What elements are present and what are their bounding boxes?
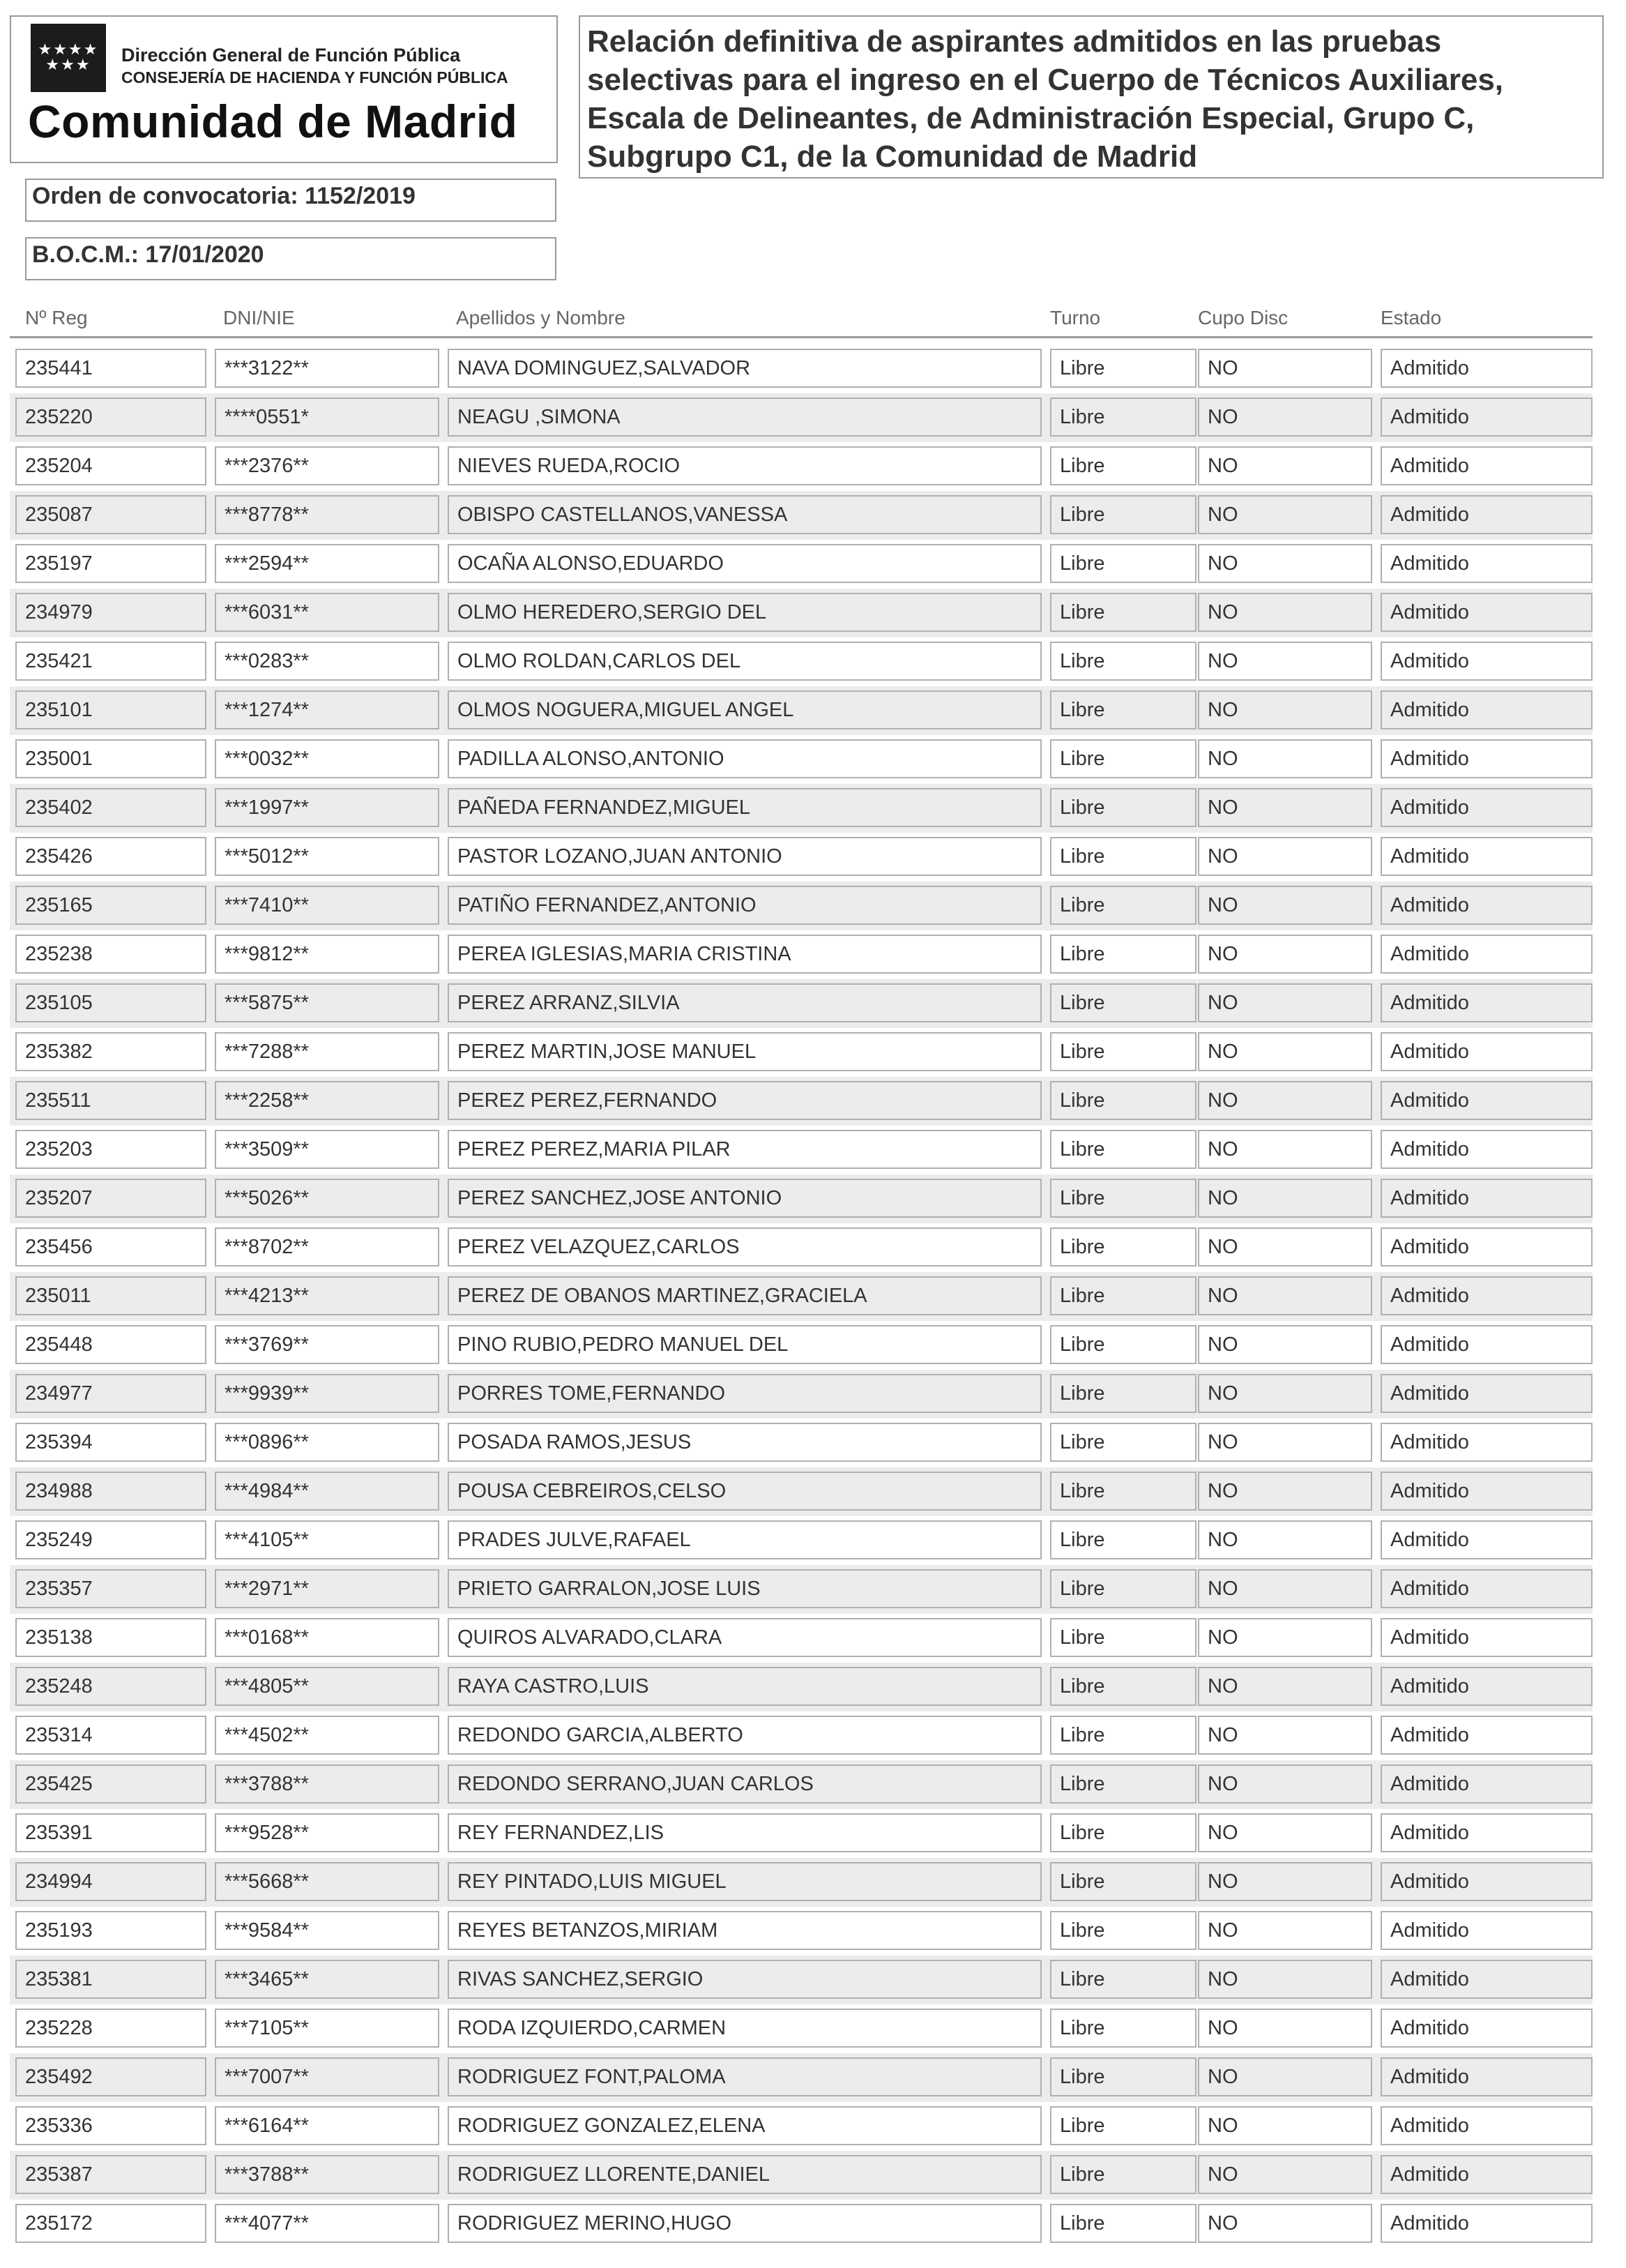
cell-turno: Libre bbox=[1050, 2106, 1196, 2145]
cell-reg: 235197 bbox=[15, 544, 206, 583]
cell-dni: ***2376** bbox=[215, 446, 439, 485]
table-row bbox=[10, 1419, 1593, 1467]
agency-name: Dirección General de Función Pública bbox=[121, 45, 461, 66]
cell-name: OLMO HEREDERO,SERGIO DEL bbox=[448, 593, 1042, 632]
table-row bbox=[10, 1467, 1593, 1516]
cell-reg: 235382 bbox=[15, 1032, 206, 1071]
cell-dni: ***5026** bbox=[215, 1179, 439, 1218]
cell-cupo: NO bbox=[1198, 593, 1372, 632]
cell-estado: Admitido bbox=[1381, 349, 1593, 388]
cell-turno: Libre bbox=[1050, 983, 1196, 1022]
cell-reg: 235172 bbox=[15, 2204, 206, 2243]
cell-name: PEREZ VELAZQUEZ,CARLOS bbox=[448, 1227, 1042, 1267]
cell-estado: Admitido bbox=[1381, 739, 1593, 778]
cell-cupo: NO bbox=[1198, 446, 1372, 485]
cell-dni: ***0032** bbox=[215, 739, 439, 778]
cell-estado: Admitido bbox=[1381, 1032, 1593, 1071]
table-row bbox=[10, 930, 1593, 979]
cell-dni: ***0283** bbox=[215, 642, 439, 681]
cell-reg: 235425 bbox=[15, 1764, 206, 1804]
cell-turno: Libre bbox=[1050, 2204, 1196, 2243]
cell-turno: Libre bbox=[1050, 1667, 1196, 1706]
cell-estado: Admitido bbox=[1381, 1618, 1593, 1657]
table-row bbox=[10, 1272, 1593, 1321]
cell-reg: 235314 bbox=[15, 1716, 206, 1755]
cell-estado: Admitido bbox=[1381, 983, 1593, 1022]
cell-dni: ***6164** bbox=[215, 2106, 439, 2145]
cell-name: NAVA DOMINGUEZ,SALVADOR bbox=[448, 349, 1042, 388]
cell-estado: Admitido bbox=[1381, 1520, 1593, 1559]
cell-name: PORRES TOME,FERNANDO bbox=[448, 1374, 1042, 1413]
cell-turno: Libre bbox=[1050, 2009, 1196, 2048]
cell-cupo: NO bbox=[1198, 2009, 1372, 2048]
table-row bbox=[10, 735, 1593, 784]
cell-estado: Admitido bbox=[1381, 398, 1593, 437]
cell-reg: 235248 bbox=[15, 1667, 206, 1706]
cell-cupo: NO bbox=[1198, 1862, 1372, 1901]
cell-cupo: NO bbox=[1198, 1179, 1372, 1218]
cell-reg: 235249 bbox=[15, 1520, 206, 1559]
bocm-date: B.O.C.M.: 17/01/2020 bbox=[25, 237, 556, 280]
cell-reg: 235394 bbox=[15, 1423, 206, 1462]
cell-reg: 235357 bbox=[15, 1569, 206, 1608]
cell-dni: ***6031** bbox=[215, 593, 439, 632]
cell-cupo: NO bbox=[1198, 837, 1372, 876]
table-row bbox=[10, 393, 1593, 442]
cell-name: REY FERNANDEZ,LIS bbox=[448, 1813, 1042, 1852]
cell-cupo: NO bbox=[1198, 1960, 1372, 1999]
cell-turno: Libre bbox=[1050, 446, 1196, 485]
cell-cupo: NO bbox=[1198, 1130, 1372, 1169]
cell-cupo: NO bbox=[1198, 1716, 1372, 1755]
cell-reg: 235220 bbox=[15, 398, 206, 437]
cell-cupo: NO bbox=[1198, 642, 1372, 681]
cell-estado: Admitido bbox=[1381, 1569, 1593, 1608]
cell-cupo: NO bbox=[1198, 2204, 1372, 2243]
cell-reg: 235456 bbox=[15, 1227, 206, 1267]
cell-dni: ***2258** bbox=[215, 1081, 439, 1120]
cell-reg: 235105 bbox=[15, 983, 206, 1022]
cell-dni: ***4805** bbox=[215, 1667, 439, 1706]
cell-turno: Libre bbox=[1050, 1325, 1196, 1364]
cell-turno: Libre bbox=[1050, 1960, 1196, 1999]
column-header-dni: DNI/NIE bbox=[223, 307, 295, 328]
table-row bbox=[10, 2102, 1593, 2151]
column-header-reg: Nº Reg bbox=[25, 307, 88, 328]
cell-cupo: NO bbox=[1198, 1569, 1372, 1608]
cell-turno: Libre bbox=[1050, 2155, 1196, 2194]
cell-estado: Admitido bbox=[1381, 446, 1593, 485]
cell-turno: Libre bbox=[1050, 1130, 1196, 1169]
cell-reg: 235193 bbox=[15, 1911, 206, 1950]
cell-dni: ***5012** bbox=[215, 837, 439, 876]
madrid-flag-icon bbox=[31, 24, 106, 92]
cell-dni: ***4077** bbox=[215, 2204, 439, 2243]
cell-cupo: NO bbox=[1198, 1032, 1372, 1071]
table-row bbox=[10, 1321, 1593, 1370]
cell-estado: Admitido bbox=[1381, 886, 1593, 925]
cell-turno: Libre bbox=[1050, 1179, 1196, 1218]
cell-dni: ***4984** bbox=[215, 1472, 439, 1511]
cell-estado: Admitido bbox=[1381, 2106, 1593, 2145]
cell-turno: Libre bbox=[1050, 398, 1196, 437]
cell-cupo: NO bbox=[1198, 690, 1372, 729]
cell-turno: Libre bbox=[1050, 1764, 1196, 1804]
cell-dni: ***9528** bbox=[215, 1813, 439, 1852]
cell-dni: ***4105** bbox=[215, 1520, 439, 1559]
cell-dni: ***3122** bbox=[215, 349, 439, 388]
cell-name: REY PINTADO,LUIS MIGUEL bbox=[448, 1862, 1042, 1901]
document-title-box bbox=[579, 15, 1604, 179]
cell-estado: Admitido bbox=[1381, 642, 1593, 681]
table-row bbox=[10, 2200, 1593, 2248]
table-row bbox=[10, 1956, 1593, 2004]
cell-dni: ***7410** bbox=[215, 886, 439, 925]
cell-estado: Admitido bbox=[1381, 1081, 1593, 1120]
cell-dni: ***9939** bbox=[215, 1374, 439, 1413]
table-row bbox=[10, 540, 1593, 589]
cell-dni: ***7007** bbox=[215, 2057, 439, 2096]
cell-name: REDONDO GARCIA,ALBERTO bbox=[448, 1716, 1042, 1755]
cell-turno: Libre bbox=[1050, 1227, 1196, 1267]
cell-dni: ***3788** bbox=[215, 1764, 439, 1804]
cell-cupo: NO bbox=[1198, 1618, 1372, 1657]
cell-cupo: NO bbox=[1198, 1276, 1372, 1315]
cell-reg: 235138 bbox=[15, 1618, 206, 1657]
ministry-name: CONSEJERÍA DE HACIENDA Y FUNCIÓN PÚBLICA bbox=[121, 68, 508, 86]
table-row bbox=[10, 1711, 1593, 1760]
cell-cupo: NO bbox=[1198, 788, 1372, 827]
flag-stars-bottom: ★★★ bbox=[45, 56, 91, 74]
cell-name: PEREZ DE OBANOS MARTINEZ,GRACIELA bbox=[448, 1276, 1042, 1315]
cell-estado: Admitido bbox=[1381, 2057, 1593, 2096]
cell-name: POSADA RAMOS,JESUS bbox=[448, 1423, 1042, 1462]
cell-name: PEREZ MARTIN,JOSE MANUEL bbox=[448, 1032, 1042, 1071]
cell-reg: 234979 bbox=[15, 593, 206, 632]
cell-reg: 235204 bbox=[15, 446, 206, 485]
cell-cupo: NO bbox=[1198, 1813, 1372, 1852]
cell-cupo: NO bbox=[1198, 1227, 1372, 1267]
cell-cupo: NO bbox=[1198, 349, 1372, 388]
cell-turno: Libre bbox=[1050, 1813, 1196, 1852]
cell-estado: Admitido bbox=[1381, 1862, 1593, 1901]
cell-reg: 235001 bbox=[15, 739, 206, 778]
cell-dni: ***1274** bbox=[215, 690, 439, 729]
document-title bbox=[587, 22, 1595, 176]
cell-dni: ***3788** bbox=[215, 2155, 439, 2194]
cell-estado: Admitido bbox=[1381, 2009, 1593, 2048]
cell-name: RODA IZQUIERDO,CARMEN bbox=[448, 2009, 1042, 2048]
cell-name: PAÑEDA FERNANDEZ,MIGUEL bbox=[448, 788, 1042, 827]
table-row bbox=[10, 345, 1593, 393]
cell-turno: Libre bbox=[1050, 349, 1196, 388]
cell-estado: Admitido bbox=[1381, 935, 1593, 974]
cell-estado: Admitido bbox=[1381, 1423, 1593, 1462]
cell-dni: ***1997** bbox=[215, 788, 439, 827]
title-line: selectivas para el ingreso en el Cuerpo de Técnicos Auxiliares, bbox=[587, 63, 1504, 97]
table-row bbox=[10, 1223, 1593, 1272]
cell-estado: Admitido bbox=[1381, 690, 1593, 729]
table-row bbox=[10, 491, 1593, 540]
column-header-estado: Estado bbox=[1381, 307, 1442, 328]
title-line: Subgrupo C1, de la Comunidad de Madrid bbox=[587, 139, 1198, 174]
cell-dni: ***7288** bbox=[215, 1032, 439, 1071]
cell-reg: 234977 bbox=[15, 1374, 206, 1413]
cell-name: PRADES JULVE,RAFAEL bbox=[448, 1520, 1042, 1559]
cell-dni: ***4213** bbox=[215, 1276, 439, 1315]
cell-turno: Libre bbox=[1050, 495, 1196, 534]
table-row bbox=[10, 1614, 1593, 1663]
cell-cupo: NO bbox=[1198, 983, 1372, 1022]
cell-reg: 235402 bbox=[15, 788, 206, 827]
cell-cupo: NO bbox=[1198, 935, 1372, 974]
cell-reg: 235101 bbox=[15, 690, 206, 729]
cell-reg: 235203 bbox=[15, 1130, 206, 1169]
table-row bbox=[10, 2151, 1593, 2200]
table-row bbox=[10, 2053, 1593, 2102]
cell-turno: Libre bbox=[1050, 1911, 1196, 1950]
table-row bbox=[10, 686, 1593, 735]
cell-estado: Admitido bbox=[1381, 1764, 1593, 1804]
column-header-turno: Turno bbox=[1050, 307, 1101, 328]
cell-turno: Libre bbox=[1050, 739, 1196, 778]
cell-name: PEREZ ARRANZ,SILVIA bbox=[448, 983, 1042, 1022]
cell-name: RIVAS SANCHEZ,SERGIO bbox=[448, 1960, 1042, 1999]
cell-dni: ***9584** bbox=[215, 1911, 439, 1950]
table-row bbox=[10, 442, 1593, 491]
cell-turno: Libre bbox=[1050, 837, 1196, 876]
cell-turno: Libre bbox=[1050, 690, 1196, 729]
cell-turno: Libre bbox=[1050, 1423, 1196, 1462]
table-row bbox=[10, 1663, 1593, 1711]
table-row bbox=[10, 1760, 1593, 1809]
cell-cupo: NO bbox=[1198, 2057, 1372, 2096]
cell-cupo: NO bbox=[1198, 1911, 1372, 1950]
agency-logo-block bbox=[10, 15, 558, 163]
cell-cupo: NO bbox=[1198, 1374, 1372, 1413]
cell-reg: 235391 bbox=[15, 1813, 206, 1852]
table-row bbox=[10, 979, 1593, 1028]
cell-estado: Admitido bbox=[1381, 2204, 1593, 2243]
cell-turno: Libre bbox=[1050, 1276, 1196, 1315]
cell-name: OLMO ROLDAN,CARLOS DEL bbox=[448, 642, 1042, 681]
table-row bbox=[10, 1565, 1593, 1614]
title-line: Escala de Delineantes, de Administración Especial, Grupo C, bbox=[587, 101, 1475, 135]
cell-estado: Admitido bbox=[1381, 544, 1593, 583]
cell-cupo: NO bbox=[1198, 2106, 1372, 2145]
cell-turno: Libre bbox=[1050, 1716, 1196, 1755]
cell-cupo: NO bbox=[1198, 1325, 1372, 1364]
cell-turno: Libre bbox=[1050, 1081, 1196, 1120]
cell-cupo: NO bbox=[1198, 398, 1372, 437]
cell-reg: 235011 bbox=[15, 1276, 206, 1315]
cell-cupo: NO bbox=[1198, 495, 1372, 534]
column-header-name: Apellidos y Nombre bbox=[456, 307, 625, 328]
cell-name: PEREZ PEREZ,MARIA PILAR bbox=[448, 1130, 1042, 1169]
cell-estado: Admitido bbox=[1381, 1716, 1593, 1755]
cell-name: RODRIGUEZ GONZALEZ,ELENA bbox=[448, 2106, 1042, 2145]
table-row bbox=[10, 784, 1593, 833]
cell-cupo: NO bbox=[1198, 1423, 1372, 1462]
cell-turno: Libre bbox=[1050, 1472, 1196, 1511]
table-row bbox=[10, 1809, 1593, 1858]
cell-estado: Admitido bbox=[1381, 1960, 1593, 1999]
cell-cupo: NO bbox=[1198, 1764, 1372, 1804]
cell-turno: Libre bbox=[1050, 2057, 1196, 2096]
cell-dni: ***5668** bbox=[215, 1862, 439, 1901]
cell-turno: Libre bbox=[1050, 1862, 1196, 1901]
cell-turno: Libre bbox=[1050, 1569, 1196, 1608]
cell-dni: ***8702** bbox=[215, 1227, 439, 1267]
cell-estado: Admitido bbox=[1381, 1813, 1593, 1852]
cell-turno: Libre bbox=[1050, 544, 1196, 583]
table-row bbox=[10, 589, 1593, 637]
cell-reg: 235228 bbox=[15, 2009, 206, 2048]
cell-dni: ***2594** bbox=[215, 544, 439, 583]
cell-name: PINO RUBIO,PEDRO MANUEL DEL bbox=[448, 1325, 1042, 1364]
cell-estado: Admitido bbox=[1381, 1374, 1593, 1413]
cell-name: PEREZ SANCHEZ,JOSE ANTONIO bbox=[448, 1179, 1042, 1218]
table-row bbox=[10, 2004, 1593, 2053]
column-header-cupo: Cupo Disc bbox=[1198, 307, 1289, 328]
cell-name: NIEVES RUEDA,ROCIO bbox=[448, 446, 1042, 485]
cell-turno: Libre bbox=[1050, 935, 1196, 974]
cell-name: PATIÑO FERNANDEZ,ANTONIO bbox=[448, 886, 1042, 925]
cell-name: PASTOR LOZANO,JUAN ANTONIO bbox=[448, 837, 1042, 876]
cell-dni: ***5875** bbox=[215, 983, 439, 1022]
cell-dni: ***9812** bbox=[215, 935, 439, 974]
cell-dni: ***7105** bbox=[215, 2009, 439, 2048]
cell-name: RODRIGUEZ MERINO,HUGO bbox=[448, 2204, 1042, 2243]
table-row bbox=[10, 882, 1593, 930]
cell-estado: Admitido bbox=[1381, 1325, 1593, 1364]
cell-dni: ***2971** bbox=[215, 1569, 439, 1608]
cell-reg: 234988 bbox=[15, 1472, 206, 1511]
cell-turno: Libre bbox=[1050, 1032, 1196, 1071]
cell-dni: ***4502** bbox=[215, 1716, 439, 1755]
cell-name: REYES BETANZOS,MIRIAM bbox=[448, 1911, 1042, 1950]
cell-reg: 235426 bbox=[15, 837, 206, 876]
cell-cupo: NO bbox=[1198, 1081, 1372, 1120]
table-row bbox=[10, 833, 1593, 882]
cell-cupo: NO bbox=[1198, 1667, 1372, 1706]
table-row bbox=[10, 637, 1593, 686]
cell-reg: 235087 bbox=[15, 495, 206, 534]
cell-name: QUIROS ALVARADO,CLARA bbox=[448, 1618, 1042, 1657]
cell-turno: Libre bbox=[1050, 886, 1196, 925]
cell-reg: 235511 bbox=[15, 1081, 206, 1120]
cell-reg: 235238 bbox=[15, 935, 206, 974]
cell-dni: ***3509** bbox=[215, 1130, 439, 1169]
cell-cupo: NO bbox=[1198, 544, 1372, 583]
cell-estado: Admitido bbox=[1381, 837, 1593, 876]
cell-reg: 235421 bbox=[15, 642, 206, 681]
cell-name: RAYA CASTRO,LUIS bbox=[448, 1667, 1042, 1706]
cell-dni: ***3465** bbox=[215, 1960, 439, 1999]
cell-name: OLMOS NOGUERA,MIGUEL ANGEL bbox=[448, 690, 1042, 729]
cell-estado: Admitido bbox=[1381, 1667, 1593, 1706]
cell-name: OCAÑA ALONSO,EDUARDO bbox=[448, 544, 1042, 583]
table-row bbox=[10, 1077, 1593, 1126]
cell-reg: 235336 bbox=[15, 2106, 206, 2145]
table-row bbox=[10, 1126, 1593, 1174]
cell-estado: Admitido bbox=[1381, 1130, 1593, 1169]
cell-turno: Libre bbox=[1050, 1374, 1196, 1413]
cell-dni: ***0896** bbox=[215, 1423, 439, 1462]
cell-reg: 235165 bbox=[15, 886, 206, 925]
cell-turno: Libre bbox=[1050, 788, 1196, 827]
cell-turno: Libre bbox=[1050, 1618, 1196, 1657]
header-divider bbox=[10, 336, 1593, 338]
cell-name: RODRIGUEZ FONT,PALOMA bbox=[448, 2057, 1042, 2096]
organization-name: Comunidad de Madrid bbox=[28, 96, 518, 147]
cell-reg: 235381 bbox=[15, 1960, 206, 1999]
cell-estado: Admitido bbox=[1381, 1179, 1593, 1218]
cell-name: POUSA CEBREIROS,CELSO bbox=[448, 1472, 1042, 1511]
cell-estado: Admitido bbox=[1381, 593, 1593, 632]
cell-dni: ***8778** bbox=[215, 495, 439, 534]
title-line: Relación definitiva de aspirantes admitidos en las pruebas bbox=[587, 24, 1442, 59]
table-row bbox=[10, 1028, 1593, 1077]
cell-estado: Admitido bbox=[1381, 1472, 1593, 1511]
cell-name: NEAGU ,SIMONA bbox=[448, 398, 1042, 437]
cell-turno: Libre bbox=[1050, 593, 1196, 632]
cell-turno: Libre bbox=[1050, 1520, 1196, 1559]
cell-turno: Libre bbox=[1050, 642, 1196, 681]
table-row bbox=[10, 1370, 1593, 1419]
cell-estado: Admitido bbox=[1381, 788, 1593, 827]
cell-cupo: NO bbox=[1198, 886, 1372, 925]
cell-estado: Admitido bbox=[1381, 2155, 1593, 2194]
cell-reg: 234994 bbox=[15, 1862, 206, 1901]
cell-dni: ***0168** bbox=[215, 1618, 439, 1657]
cell-reg: 235387 bbox=[15, 2155, 206, 2194]
cell-reg: 235448 bbox=[15, 1325, 206, 1364]
cell-name: PEREZ PEREZ,FERNANDO bbox=[448, 1081, 1042, 1120]
cell-name: PEREA IGLESIAS,MARIA CRISTINA bbox=[448, 935, 1042, 974]
cell-estado: Admitido bbox=[1381, 495, 1593, 534]
cell-estado: Admitido bbox=[1381, 1276, 1593, 1315]
cell-estado: Admitido bbox=[1381, 1227, 1593, 1267]
cell-cupo: NO bbox=[1198, 739, 1372, 778]
table-row bbox=[10, 1907, 1593, 1956]
cell-name: RODRIGUEZ LLORENTE,DANIEL bbox=[448, 2155, 1042, 2194]
cell-name: PADILLA ALONSO,ANTONIO bbox=[448, 739, 1042, 778]
cell-cupo: NO bbox=[1198, 1520, 1372, 1559]
cell-name: REDONDO SERRANO,JUAN CARLOS bbox=[448, 1764, 1042, 1804]
cell-reg: 235492 bbox=[15, 2057, 206, 2096]
call-order-number: Orden de convocatoria: 1152/2019 bbox=[25, 179, 556, 222]
cell-estado: Admitido bbox=[1381, 1911, 1593, 1950]
cell-dni: ****0551* bbox=[215, 398, 439, 437]
cell-cupo: NO bbox=[1198, 1472, 1372, 1511]
cell-reg: 235441 bbox=[15, 349, 206, 388]
table-row bbox=[10, 1174, 1593, 1223]
table-row bbox=[10, 1858, 1593, 1907]
cell-name: PRIETO GARRALON,JOSE LUIS bbox=[448, 1569, 1042, 1608]
flag-stars-top: ★★★★ bbox=[38, 41, 99, 59]
cell-name: OBISPO CASTELLANOS,VANESSA bbox=[448, 495, 1042, 534]
cell-reg: 235207 bbox=[15, 1179, 206, 1218]
cell-cupo: NO bbox=[1198, 2155, 1372, 2194]
cell-dni: ***3769** bbox=[215, 1325, 439, 1364]
table-row bbox=[10, 1516, 1593, 1565]
